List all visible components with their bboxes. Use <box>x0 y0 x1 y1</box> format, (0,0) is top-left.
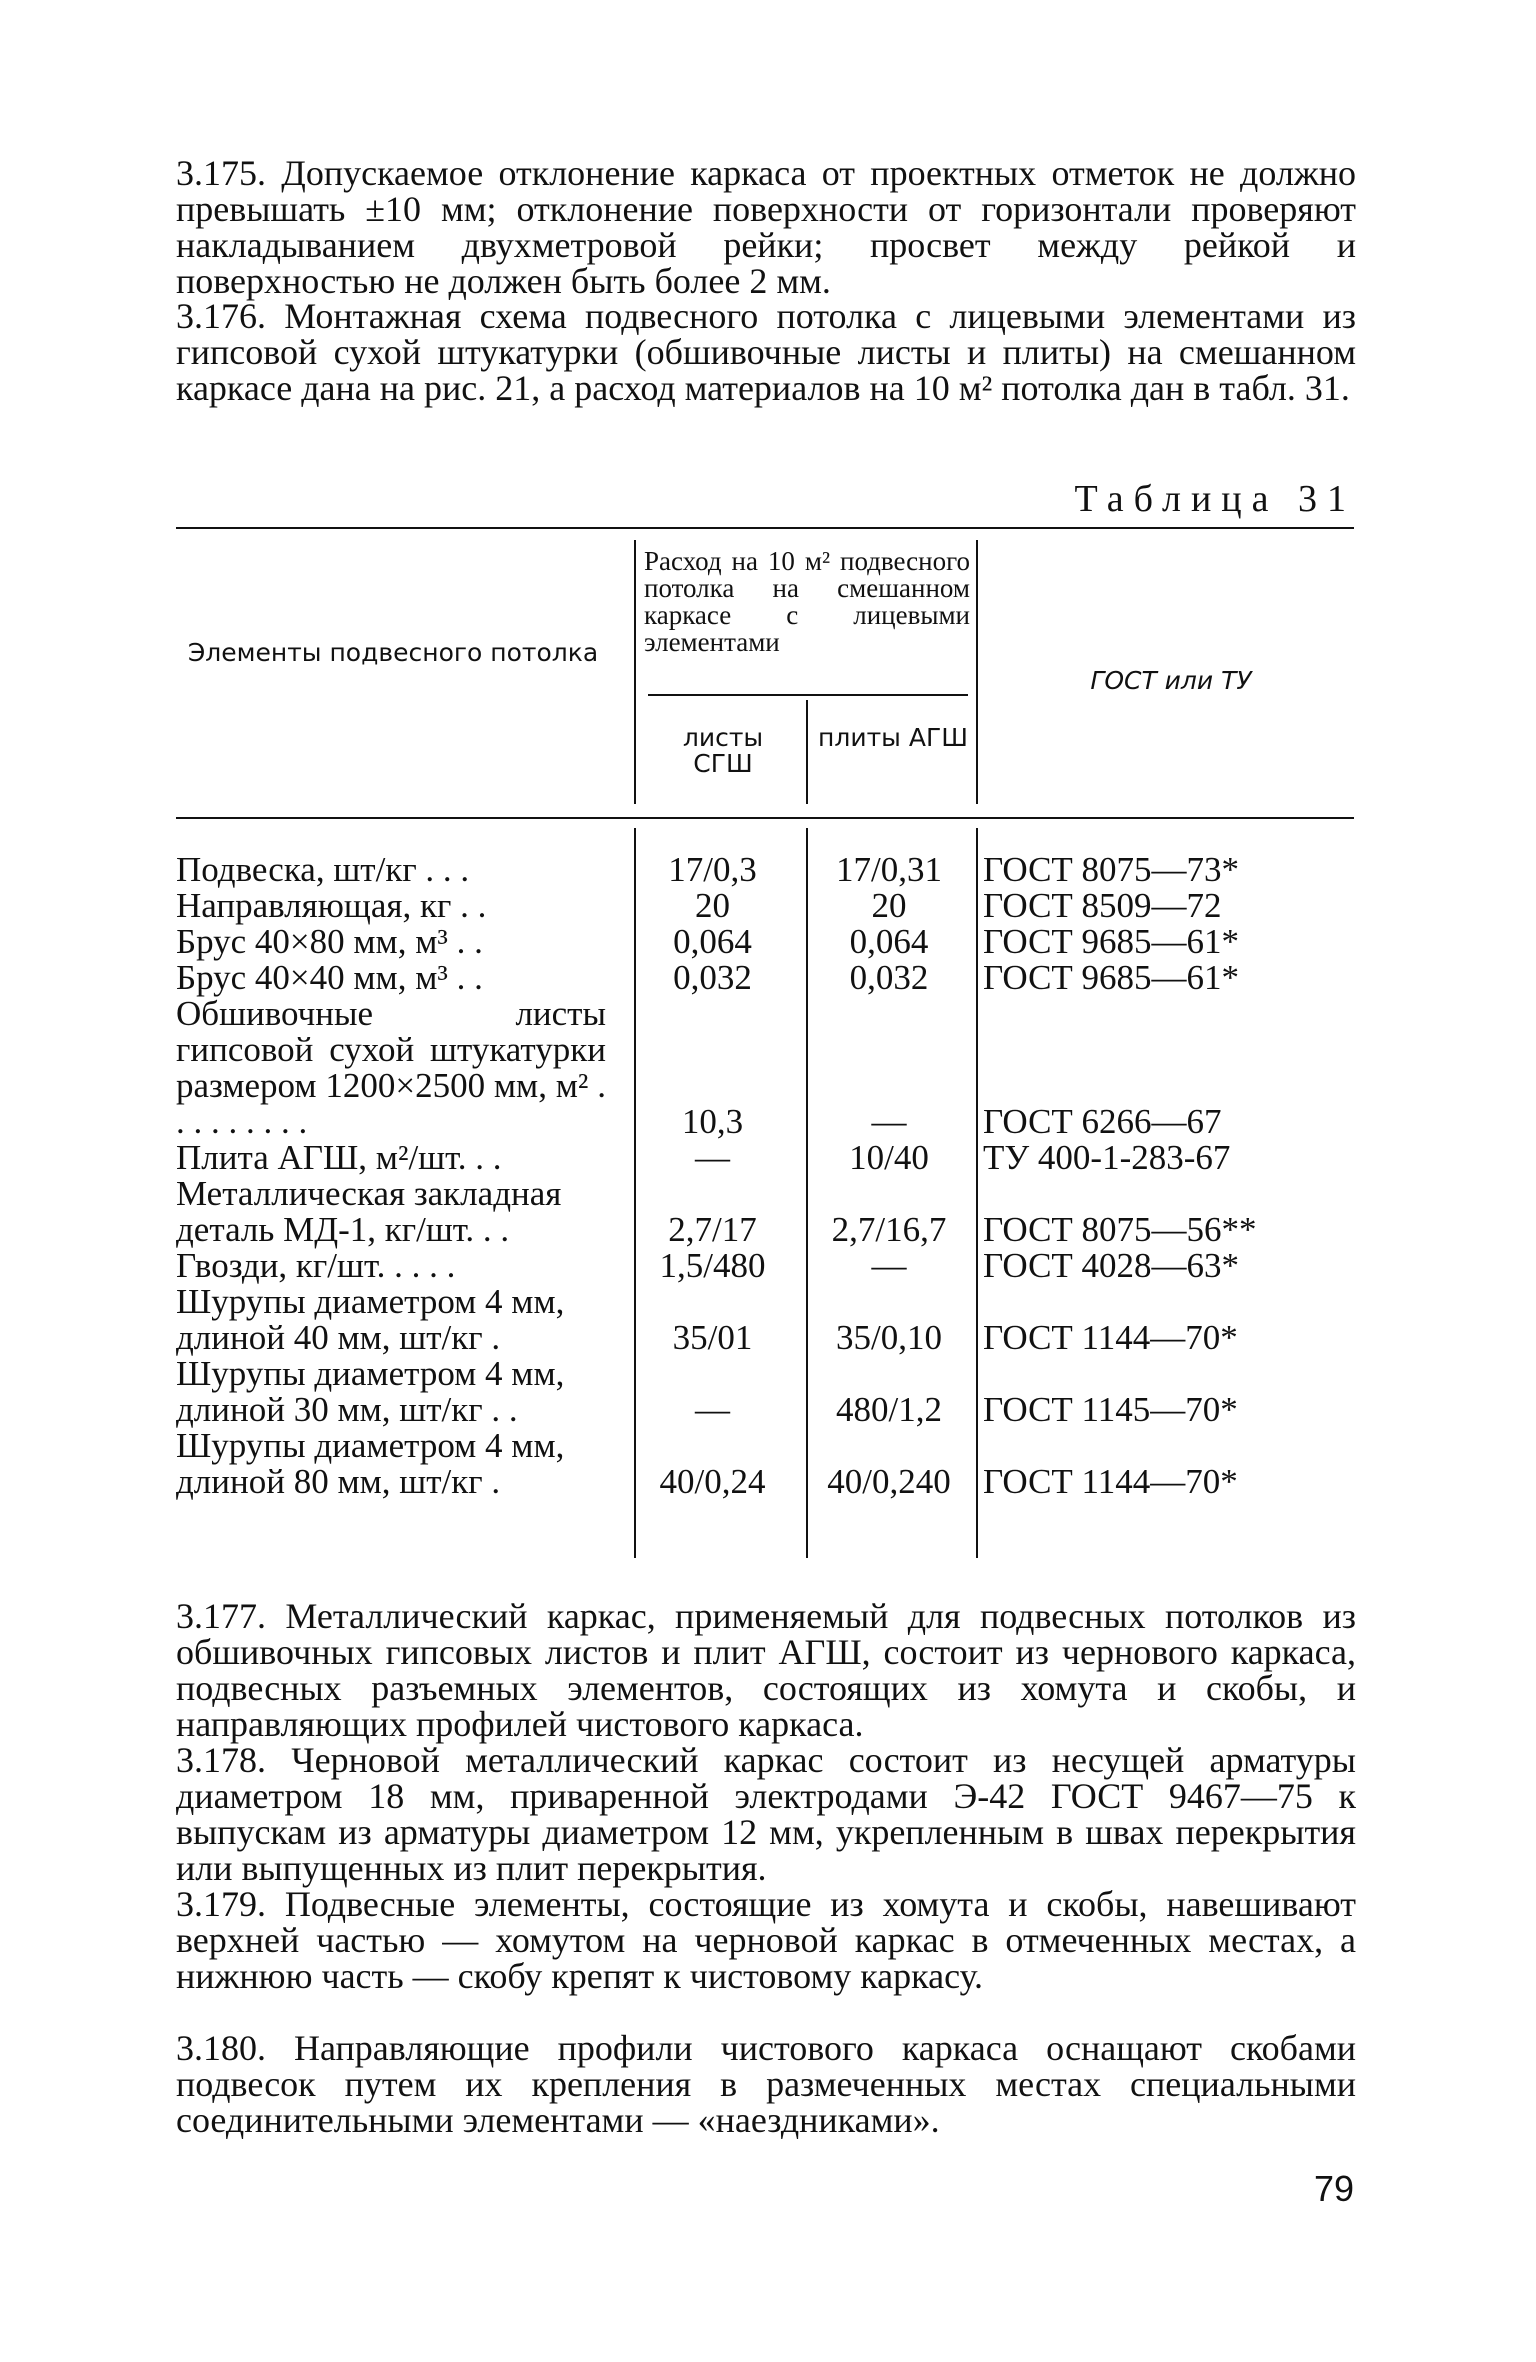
row-2-gost: ГОСТ 8509—72 <box>983 886 1222 925</box>
row-10-plates: 480/1,2 <box>836 1390 942 1429</box>
row-4-plates: 0,032 <box>849 958 929 997</box>
row-8-name: Гвозди, кг/шт. . . . . <box>176 1246 456 1285</box>
header-consumption: Расход на 10 м² подвесного потолка на смешанном каркасе с лицевыми элементами <box>644 546 970 657</box>
row-10-name: Шурупы диаметром 4 мм, длиной 30 мм, шт/кг . . <box>176 1354 565 1429</box>
row-7-name: Металлическая закладная деталь МД-1, кг/шт. . . <box>176 1174 562 1249</box>
paragraph-3-178: 3.178. Черновой металлический каркас состоит из несущей арматуры диаметром 18 мм, приваренной электродами Э-42 ГОСТ 9467—75 к выпускам из арматуры диаметром 12 мм, укрепленным в швах перекрытия или выпущенных из плит перекрытия. <box>176 1740 1356 1888</box>
col-divider-3-header <box>976 540 978 804</box>
row-9-plates: 35/0,10 <box>836 1318 942 1357</box>
row-7-gost: ГОСТ 8075—56** <box>983 1210 1257 1249</box>
row-4-name: Брус 40×40 мм, м³ . . <box>176 958 483 997</box>
row-4-gost: ГОСТ 9685—61* <box>983 958 1240 997</box>
row-7-plates: 2,7/16,7 <box>831 1210 947 1249</box>
row-10-sheets: — <box>695 1390 730 1429</box>
header-gost: ГОСТ или ТУ <box>1090 666 1252 695</box>
row-5-name: Обшивочные листы гипсовой сухой штукатурки размером 1200×2500 мм, м² . . . . . . . . . <box>176 994 606 1141</box>
row-8-plates: — <box>871 1246 907 1285</box>
row-3-plates: 0,064 <box>849 922 929 961</box>
row-8-gost: ГОСТ 4028—63* <box>983 1246 1240 1285</box>
row-10-gost: ГОСТ 1145—70* <box>983 1390 1238 1429</box>
row-5-gost: ГОСТ 6266—67 <box>983 1102 1222 1141</box>
col-divider-1-body <box>634 828 636 1558</box>
row-2-plates: 20 <box>871 886 907 925</box>
page-number: 79 <box>1313 2168 1354 2209</box>
row-11-sheets: 40/0,24 <box>659 1462 766 1501</box>
row-3-gost: ГОСТ 9685—61* <box>983 922 1240 961</box>
col-divider-2-header <box>806 700 808 804</box>
col-divider-1-header <box>634 540 636 804</box>
row-11-name: Шурупы диаметром 4 мм, длиной 80 мм, шт/кг . <box>176 1426 565 1501</box>
header-sheets: листы СГШ <box>682 723 764 778</box>
row-1-name: Подвеска, шт/кг . . . <box>176 850 470 889</box>
paragraph-3-179: 3.179. Подвесные элементы, состоящие из хомута и скобы, навешивают верхней частью — хомутом на черновой каркас в отмеченных местах, а нижнюю часть — скобу крепят к чистовому каркасу. <box>176 1884 1356 1996</box>
row-3-sheets: 0,064 <box>673 922 752 961</box>
col-divider-3-body <box>976 828 978 1558</box>
paragraph-3-176: 3.176. Монтажная схема подвесного потолка с лицевыми элементами из гипсовой сухой штукатурки (обшивочные листы и плиты) на смешанном каркасе дана на рис. 21, а расход материалов на 10 м² потолка дан в табл. 31. <box>176 296 1356 408</box>
table-top-rule <box>176 527 1354 529</box>
row-6-gost: ТУ 400-1-283-67 <box>983 1138 1231 1177</box>
row-8-sheets: 1,5/480 <box>659 1246 766 1285</box>
row-9-name: Шурупы диаметром 4 мм, длиной 40 мм, шт/кг . <box>176 1282 565 1357</box>
subheader-rule <box>648 694 968 696</box>
header-bottom-rule <box>176 817 1354 819</box>
row-11-gost: ГОСТ 1144—70* <box>983 1462 1238 1501</box>
row-6-name: Плита АГШ, м²/шт. . . <box>176 1138 502 1177</box>
row-11-plates: 40/0,240 <box>827 1462 951 1501</box>
table-caption: Таблица 31 <box>1074 478 1356 520</box>
row-1-plates: 17/0,31 <box>836 850 942 889</box>
paragraph-3-177: 3.177. Металлический каркас, применяемый для подвесных потолков из обшивочных гипсовых листов и плит АГШ, состоит из чернового каркаса, подвесных разъемных элементов, состоящих из хомута и скобы, и направляющих профилей чистового каркаса. <box>176 1596 1356 1744</box>
row-2-name: Направляющая, кг . . <box>176 886 487 925</box>
row-4-sheets: 0,032 <box>673 958 752 997</box>
row-1-sheets: 17/0,3 <box>668 850 757 889</box>
row-5-plates: — <box>871 1102 907 1141</box>
header-elements: Элементы подвесного потолка <box>187 638 599 667</box>
paragraph-3-175: 3.175. Допускаемое отклонение каркаса от проектных отметок не должно превышать ±10 мм; отклонение поверхности от горизонтали проверяют накладыванием двухметровой рейки; просвет между рейкой и поверхностью не должен быть более 2 мм. <box>176 153 1356 301</box>
row-6-plates: 10/40 <box>849 1138 929 1177</box>
row-6-sheets: — <box>695 1138 730 1177</box>
row-1-gost: ГОСТ 8075—73* <box>983 850 1240 889</box>
row-9-sheets: 35/01 <box>672 1318 753 1357</box>
row-2-sheets: 20 <box>695 886 730 925</box>
row-3-name: Брус 40×80 мм, м³ . . <box>176 922 483 961</box>
header-plates: плиты АГШ <box>818 723 968 752</box>
row-7-sheets: 2,7/17 <box>668 1210 757 1249</box>
paragraph-3-180: 3.180. Направляющие профили чистового каркаса оснащают скобами подвесок путем их крепления в размеченных местах специальными соединительными элементами — «наездниками». <box>176 2028 1356 2140</box>
row-5-sheets: 10,3 <box>681 1102 744 1141</box>
row-9-gost: ГОСТ 1144—70* <box>983 1318 1238 1357</box>
